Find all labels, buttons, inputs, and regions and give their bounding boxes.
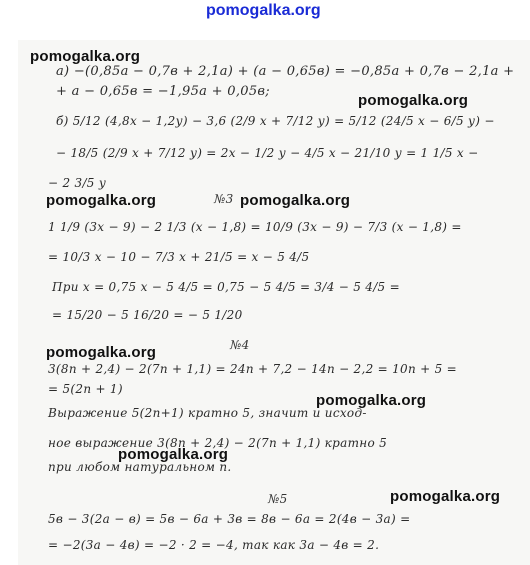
watermark: pomogalka.org bbox=[316, 392, 427, 409]
line-a2: + а − 0,65в = −1,95а + 0,05в; bbox=[56, 84, 270, 99]
watermark: pomogalka.org bbox=[390, 488, 501, 505]
line-5-1: 5в − 3(2а − в) = 5в − 6а + 3в = 8в − 6а = 2(4в − 3а) = bbox=[48, 512, 411, 526]
line-4-1: 3(8n + 2,4) − 2(7n + 1,1) = 24n + 7,2 − 14n − 2,2 = 10n + 5 = bbox=[48, 362, 458, 376]
line-b2: − 18/5 (2/9 х + 7/12 у) = 2х − 1/2 у − 4/5 х − 21/10 у = 1 1/5 х − bbox=[56, 146, 479, 160]
task5-label: №5 bbox=[268, 492, 288, 506]
watermark: pomogalka.org bbox=[30, 48, 141, 65]
watermark: pomogalka.org bbox=[46, 344, 157, 361]
task4-label: №4 bbox=[230, 338, 250, 352]
line-3-3: При х = 0,75 х − 5 4/5 = 0,75 − 5 4/5 = 3/4 − 5 4/5 = bbox=[52, 280, 400, 294]
task3-label: №3 bbox=[214, 192, 234, 206]
line-4-3: Выражение 5(2n+1) кратно 5, значит и исход- bbox=[48, 406, 367, 420]
line-5-2: = −2(3а − 4в) = −2 · 2 = −4, так как 3а − 4в = 2. bbox=[48, 538, 380, 552]
watermark: pomogalka.org bbox=[46, 192, 157, 209]
line-4-4: ное выражение 3(8n + 2,4) − 2(7n + 1,1) кратно 5 bbox=[48, 436, 388, 450]
watermark: pomogalka.org bbox=[118, 446, 229, 463]
line-4-5: при любом натуральном n. bbox=[48, 460, 232, 474]
watermark: pomogalka.org bbox=[358, 92, 469, 109]
line-4-2: = 5(2n + 1) bbox=[48, 382, 123, 396]
line-b1: б) 5/12 (4,8х − 1,2у) − 3,6 (2/9 х + 7/12 у) = 5/12 (24/5 х − 6/5 у) − bbox=[56, 114, 495, 128]
line-3-2: = 10/3 х − 10 − 7/3 х + 21/5 = х − 5 4/5 bbox=[48, 250, 310, 264]
line-3-4: = 15/20 − 5 16/20 = − 5 1/20 bbox=[52, 308, 243, 322]
line-a1: а) −(0,85а − 0,7в + 2,1а) + (а − 0,65в) = −0,85а + 0,7в − 2,1а + bbox=[56, 64, 515, 79]
site-header-link[interactable]: pomogalka.org bbox=[206, 2, 321, 19]
line-b3: − 2 3/5 у bbox=[48, 176, 107, 190]
line-3-1: 1 1/9 (3х − 9) − 2 1/3 (х − 1,8) = 10/9 (3х − 9) − 7/3 (х − 1,8) = bbox=[48, 220, 462, 234]
watermark: pomogalka.org bbox=[240, 192, 351, 209]
